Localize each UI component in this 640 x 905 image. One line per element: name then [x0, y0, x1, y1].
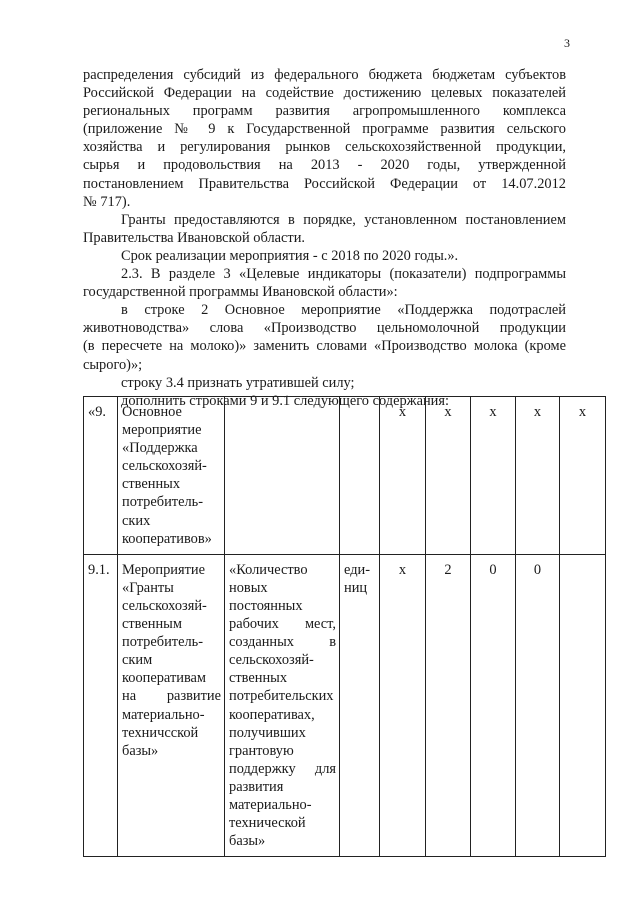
- cell-line: новых: [229, 579, 268, 596]
- text-line: сырого)»;: [83, 356, 143, 373]
- cell-line: технической: [229, 815, 306, 832]
- text-line: хозяйства и регулирования рынков сельскохозяйственной продукции,: [83, 139, 566, 156]
- table-row: [84, 554, 606, 857]
- cell-line: развития: [229, 778, 284, 795]
- value-cell: x: [380, 554, 426, 857]
- cell-line: потребитель-: [122, 634, 203, 651]
- cell-line: сельскохозяй-: [229, 652, 314, 669]
- text-line: Российской Федерации на содействие достижению целевых показателей: [83, 85, 566, 102]
- cell-line: поддержку для: [229, 760, 336, 777]
- value-cell-empty: [560, 554, 606, 857]
- text-line: региональных программ развития агропромышленного комплекса: [83, 103, 566, 120]
- page-number: 3: [564, 36, 570, 50]
- text-line: сырья и продовольствия на 2013 - 2020 годы, утвержденной: [83, 157, 566, 174]
- value-cell: 2: [426, 554, 471, 857]
- cell-line: «Гранты: [122, 579, 174, 596]
- indicator-cell: [225, 554, 340, 857]
- cell-line: рабочих мест,: [229, 616, 336, 633]
- row-number-cell: 9.1.: [84, 554, 118, 857]
- paragraph-funding-distribution: [83, 66, 566, 211]
- text-line: распределения субсидий из федерального бюджета бюджетам субъектов: [83, 67, 566, 83]
- paragraph-implementation-period: Срок реализации мероприятия - с 2018 по 2020 годы.».: [121, 247, 459, 264]
- unit-cell: еди- ниц: [340, 554, 380, 857]
- text-line: в строке 2 Основное мероприятие «Поддержка подотраслей: [121, 302, 566, 319]
- value-cell: x: [380, 397, 426, 555]
- text-line: № 717).: [83, 193, 131, 210]
- document-body: [83, 66, 566, 410]
- text-line: Правительства Ивановской области.: [83, 229, 305, 246]
- paragraph-add-rows: дополнить строками 9 и 9.1 следующего содержания:: [121, 392, 450, 409]
- cell-line: на развитие: [122, 688, 221, 705]
- text-line: государственной программы Ивановской области»:: [83, 284, 398, 301]
- text-line: 2.3. В разделе 3 «Целевые индикаторы (показатели) подпрограммы: [121, 266, 566, 283]
- cell-line: техничсской: [122, 724, 199, 741]
- paragraph-grants-procedure: [83, 211, 566, 247]
- cell-line: кооперативах,: [229, 706, 315, 723]
- row-name-cell: Основное мероприятие «Поддержка сельскохозяй- ственных потребитель- ских кооперативов»: [118, 397, 225, 555]
- cell-line: грантовую: [229, 742, 294, 759]
- cell-line: сельскохозяй-: [122, 597, 207, 614]
- row-name-cell: [118, 554, 225, 857]
- text-line: животноводства» слова «Производство цельномолочной продукции: [83, 320, 566, 337]
- value-cell: x: [426, 397, 471, 555]
- cell-line: базы»: [122, 742, 159, 759]
- unit-cell: [340, 397, 380, 555]
- row-number-cell: «9.: [84, 397, 118, 555]
- cell-line: базы»: [229, 833, 266, 850]
- cell-line: постоянных: [229, 597, 303, 614]
- cell-line: материально-: [122, 706, 205, 723]
- value-cell: x: [560, 397, 606, 555]
- value-cell: x: [516, 397, 560, 555]
- text-line: Гранты предоставляются в порядке, установленном постановлением: [121, 211, 566, 228]
- value-cell: x: [471, 397, 516, 555]
- text-line: (приложение № 9 к Государственной программе развития сельского: [83, 121, 566, 138]
- text-line: (в пересчете на молоко)» заменить словами «Производство молока (кроме: [83, 338, 566, 355]
- paragraph-section-3: [83, 265, 566, 301]
- cell-line: Мероприятие: [122, 561, 205, 578]
- cell-line: потребительских: [229, 688, 334, 705]
- cell-line: ственных: [229, 670, 288, 687]
- indicator-cell: [225, 397, 340, 555]
- cell-line: материально-: [229, 796, 312, 813]
- text-line: постановлением Правительства Российской Федерации от 14.07.2012: [83, 175, 566, 192]
- cell-line: созданных в: [229, 634, 336, 651]
- paragraph-row-3-4-void: строку 3.4 признать утратившей силу;: [121, 374, 355, 391]
- cell-line: ственным: [122, 616, 182, 633]
- table-row: [84, 397, 606, 555]
- indicators-table: [83, 396, 606, 857]
- cell-line: кооперативам: [122, 670, 207, 687]
- value-cell: 0: [471, 554, 516, 857]
- cell-line: получивших: [229, 724, 306, 741]
- value-cell: 0: [516, 554, 560, 857]
- cell-line: «Количество: [229, 561, 308, 578]
- paragraph-row-2-replacement: [83, 301, 566, 373]
- cell-line: ским: [122, 652, 153, 669]
